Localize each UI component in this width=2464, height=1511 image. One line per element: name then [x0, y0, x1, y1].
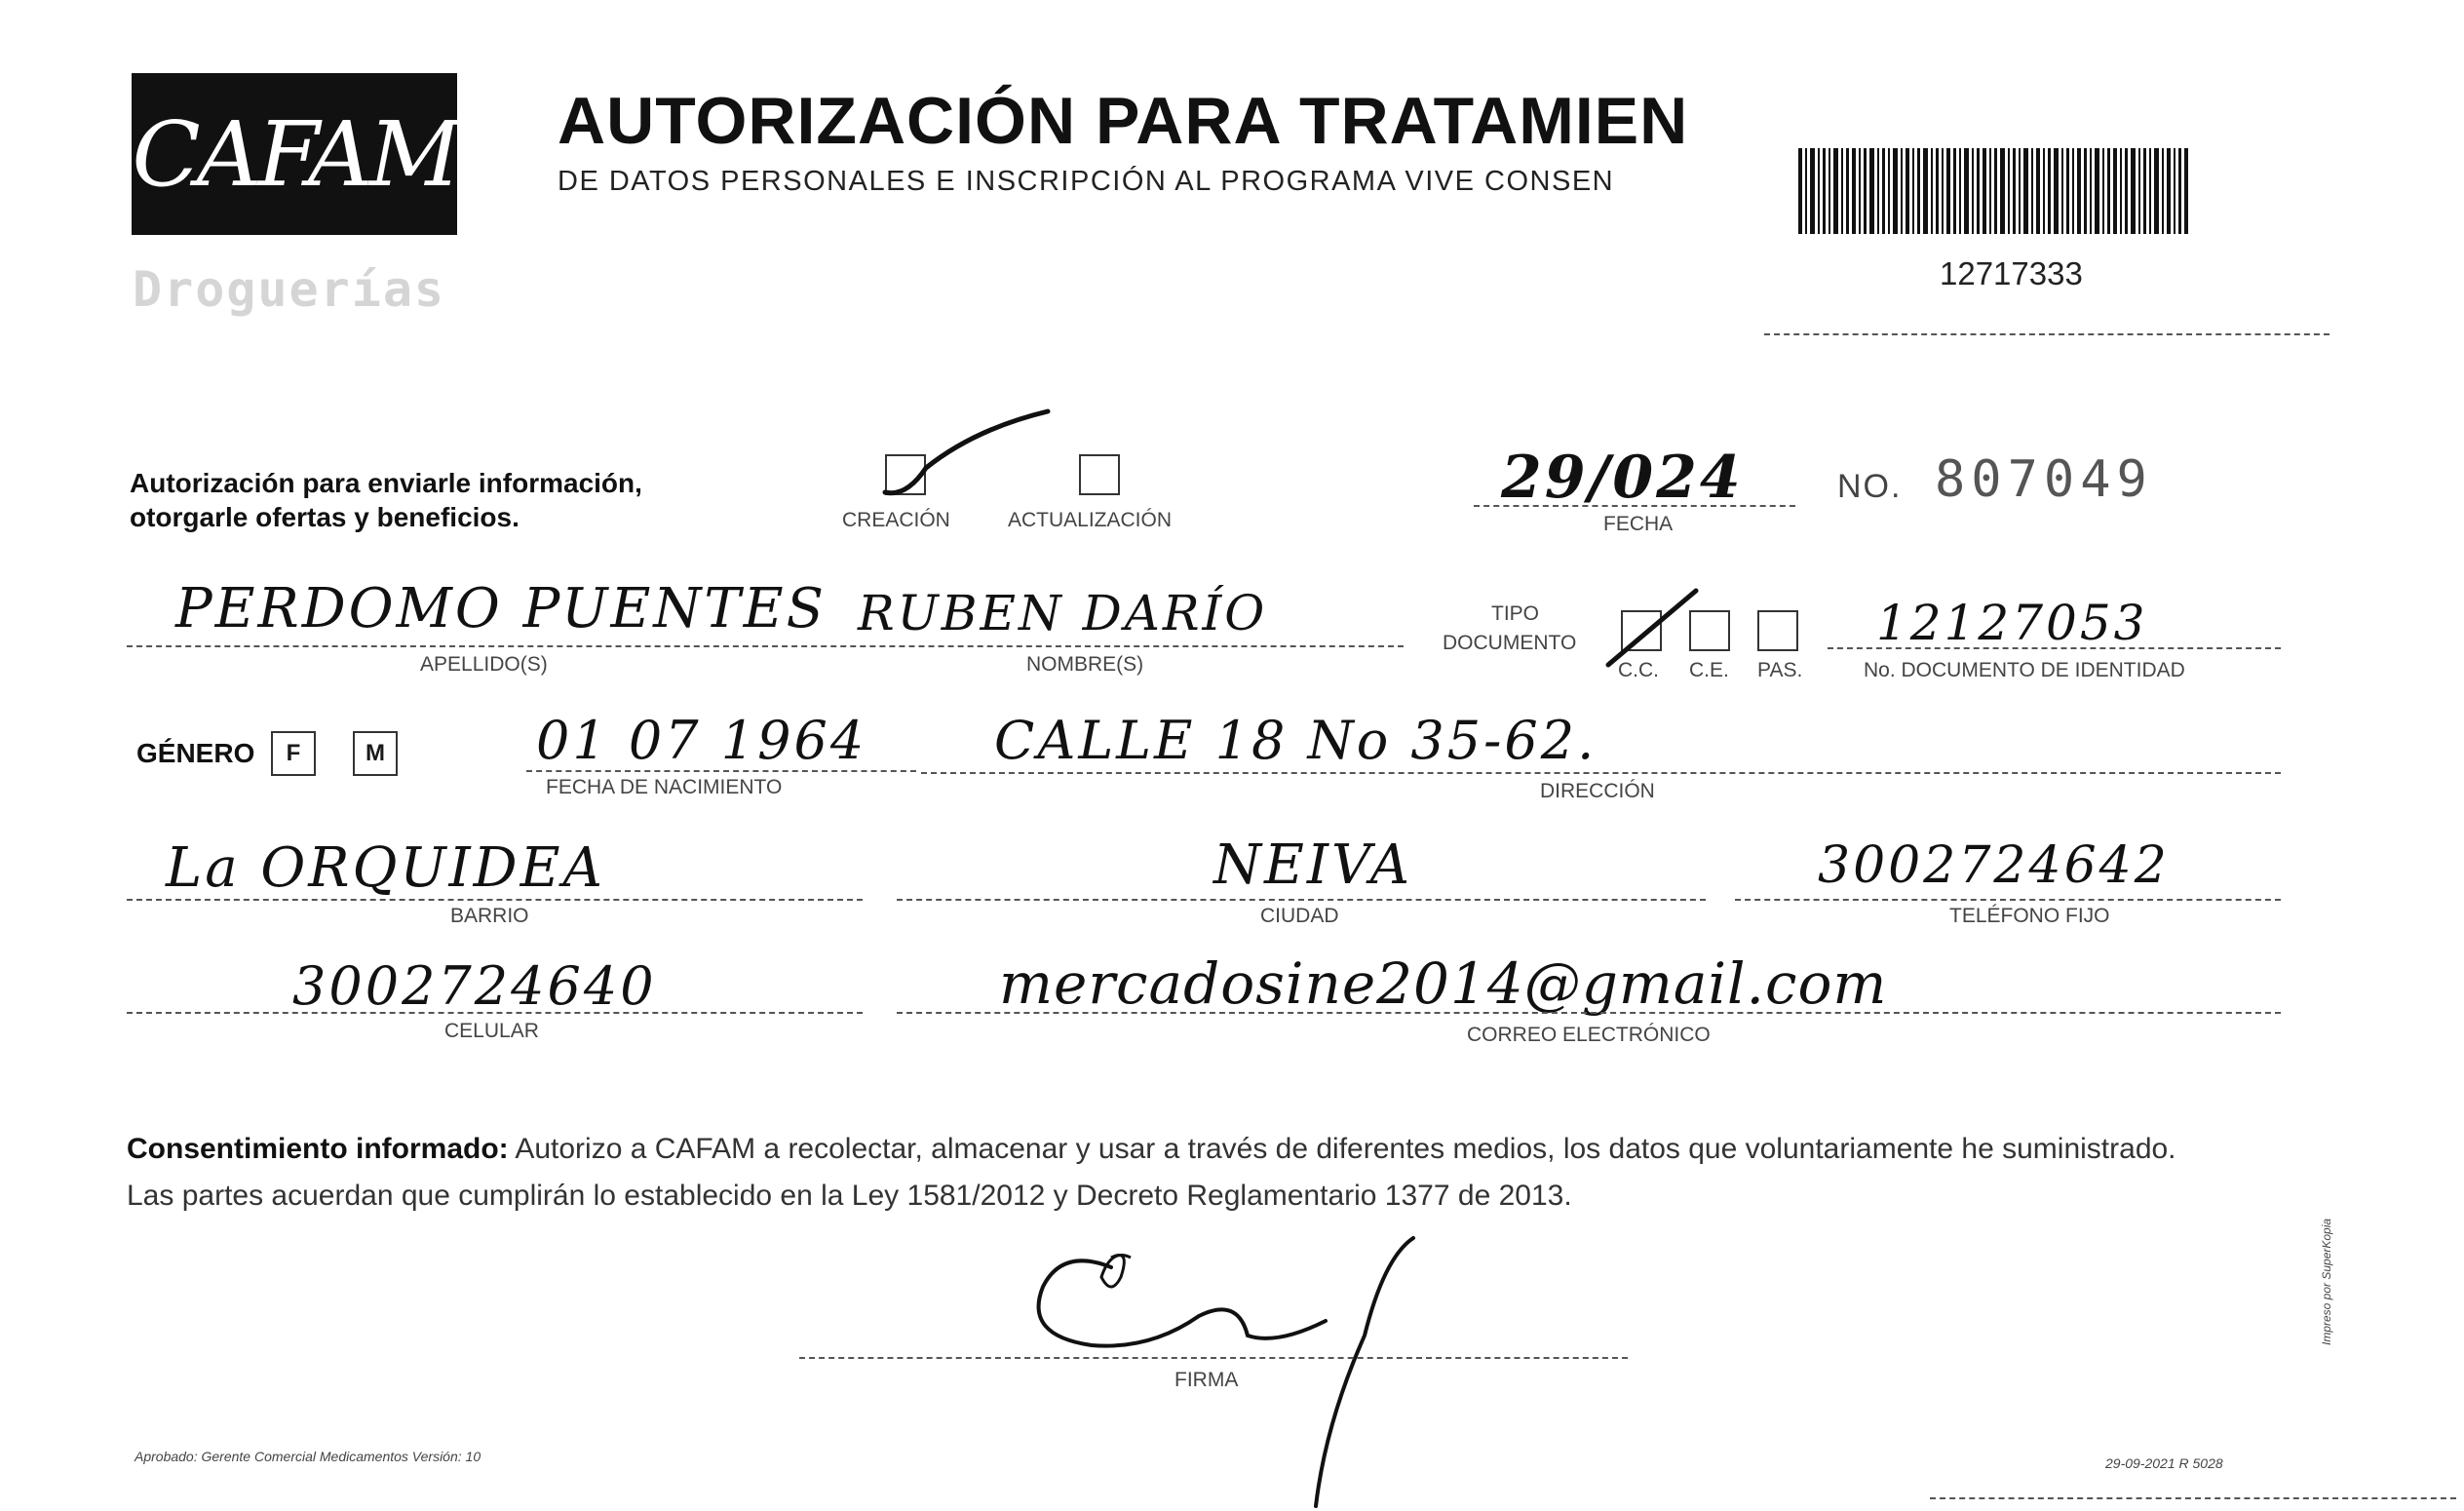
telefono-line — [1735, 899, 2281, 901]
fecha-line — [1474, 505, 1795, 507]
footer-side-note: Impreso por SuperKopia — [2320, 1218, 2333, 1345]
barrio-line — [127, 899, 863, 901]
apellidos-value: PERDOMO PUENTES — [175, 577, 827, 640]
correo-line — [897, 1012, 2281, 1014]
documento-type-label: DOCUMENTO — [1443, 632, 1577, 654]
gender-m-label: M — [366, 740, 385, 766]
celular-label: CELULAR — [444, 1020, 539, 1042]
actualizacion-checkbox[interactable] — [1079, 454, 1120, 495]
documento-line — [1828, 647, 2281, 649]
telefono-label: TELÉFONO FIJO — [1949, 905, 2110, 927]
signature-line — [799, 1357, 1628, 1359]
telefono-value: 3002724642 — [1818, 836, 2170, 895]
ciudad-value: NEIVA — [1213, 833, 1413, 897]
ce-checkbox[interactable] — [1689, 610, 1730, 651]
correo-value: mercadosine2014@gmail.com — [999, 950, 1888, 1017]
consent-text: Autorizo a CAFAM a recolectar, almacenar y usar a través de diferentes medios, los datos que voluntariamente he suministrado. — [508, 1133, 2176, 1165]
fecha-nacimiento-value: 01 07 1964 — [536, 710, 867, 771]
fecha-nacimiento-label: FECHA DE NACIMIENTO — [546, 776, 783, 798]
barrio-value: La ORQUIDEA — [166, 836, 605, 900]
cc-label: C.C. — [1618, 659, 1659, 681]
footer-date-code: 29-09-2021 R 5028 — [2105, 1455, 2223, 1471]
barrio-label: BARRIO — [450, 905, 529, 927]
firma-label: FIRMA — [1174, 1369, 1239, 1391]
ce-label: C.E. — [1689, 659, 1729, 681]
fecha-value: 29/024 — [1501, 444, 1744, 512]
names-line — [127, 645, 1404, 647]
celular-value: 3002724640 — [292, 955, 657, 1017]
actualizacion-label: ACTUALIZACIÓN — [1008, 509, 1173, 531]
nombres-label: NOMBRE(S) — [1026, 653, 1144, 676]
documento-label: No. DOCUMENTO DE IDENTIDAD — [1864, 659, 2185, 681]
footer-approval: Aprobado: Gerente Comercial Medicamentos Versión: 10 — [135, 1449, 481, 1464]
nombres-value: RUBEN DARÍO — [858, 585, 1268, 641]
intro-line-2: otorgarle ofertas y beneficios. — [130, 502, 520, 532]
form-subtitle: DE DATOS PERSONALES E INSCRIPCIÓN AL PROGRAMA VIVE CONSEN — [558, 166, 1615, 197]
logo-text: CAFAM — [132, 101, 457, 207]
intro-line-1: Autorización para enviarle información, — [130, 468, 642, 498]
form-title: AUTORIZACIÓN PARA TRATAMIEN — [558, 84, 1689, 158]
direccion-line — [921, 772, 2281, 774]
gender-f-label: F — [286, 740, 301, 766]
header-divider — [1764, 333, 2329, 335]
bottom-divider — [1930, 1497, 2456, 1499]
apellidos-label: APELLIDO(S) — [420, 653, 548, 676]
direccion-value: CALLE 18 No 35-62. — [994, 710, 1598, 771]
genero-label: GÉNERO — [136, 738, 255, 768]
intro-text — [130, 466, 642, 534]
consent-line-2: Las partes acuerdan que cumplirán lo establecido en la Ley 1581/2012 y Decreto Reglamentario 1377 de 2013. — [127, 1180, 1572, 1212]
tipo-label: TIPO — [1491, 602, 1540, 625]
form-number: 807049 — [1935, 450, 2153, 509]
gender-f-box[interactable] — [271, 731, 316, 776]
correo-label: CORREO ELECTRÓNICO — [1467, 1024, 1711, 1046]
consent-paragraph — [127, 1126, 2310, 1220]
gender-m-box[interactable] — [353, 731, 398, 776]
pas-checkbox[interactable] — [1757, 610, 1798, 651]
nacimiento-line — [526, 770, 916, 772]
ciudad-label: CIUDAD — [1260, 905, 1339, 927]
celular-line — [127, 1012, 863, 1014]
logo-subtitle: Droguerías — [133, 261, 446, 318]
pas-label: PAS. — [1757, 659, 1803, 681]
ciudad-line — [897, 899, 1706, 901]
consent-title: Consentimiento informado: — [127, 1133, 509, 1165]
fecha-label: FECHA — [1603, 513, 1674, 535]
barcode-icon — [1798, 148, 2188, 234]
barcode-number: 12717333 — [1940, 255, 2083, 291]
check-mark-icon — [877, 400, 1053, 507]
cafam-logo — [132, 73, 457, 235]
documento-value: 12127053 — [1876, 595, 2148, 651]
direccion-label: DIRECCIÓN — [1540, 780, 1655, 802]
creacion-label: CREACIÓN — [842, 509, 950, 531]
number-label: NO. — [1837, 468, 1903, 505]
